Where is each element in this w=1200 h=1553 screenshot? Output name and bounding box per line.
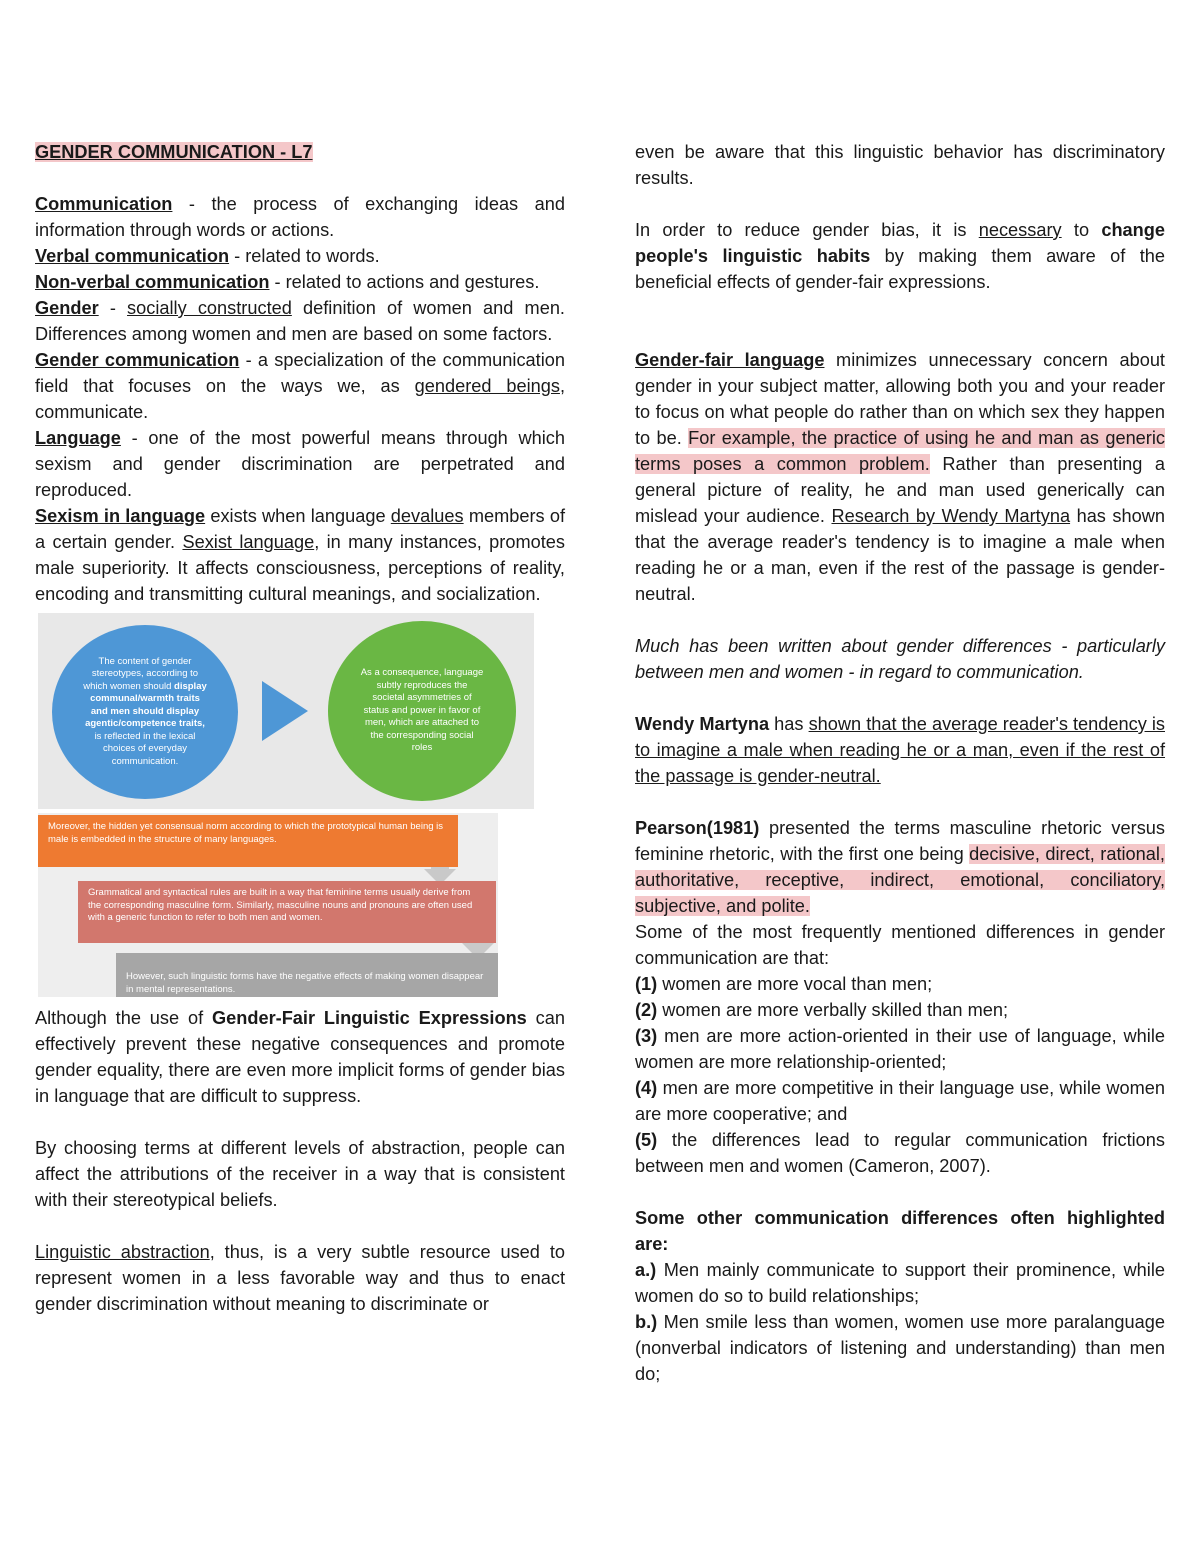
list-number: (2) <box>635 1000 658 1020</box>
list-number: (4) <box>635 1078 658 1098</box>
consequence-circle-text: As a consequence, language subtly reproduces the societal asymmetries of status and power in favor of men, which are attached to the corresponding social roles <box>360 667 484 754</box>
def-gender <box>35 295 565 347</box>
circle-text-bold: display communal/warmth traits and men should display agentic/competence traits, <box>85 680 207 730</box>
def-text: - one of the most powerful means through which sexism and gender discrimination are perpetrated and reproduced. <box>35 428 565 500</box>
para-text: Rather than presenting a general picture of reality, he and man used generically can mislead your audience. <box>635 454 1165 526</box>
para-text: minimizes unnecessary concern about gender in your subject matter, allowing both you and your reader to focus on what people do rather than on which sex they happen to be. <box>635 350 1165 448</box>
list-item <box>635 1023 1165 1075</box>
def-nonverbal <box>35 269 565 295</box>
para-text: by making them aware of the beneficial effects of gender-fair expressions. <box>635 246 1165 292</box>
def-text: , communicate. <box>35 376 565 422</box>
paragraph-gender-fair-language <box>635 347 1165 607</box>
para-text: has shown that the average reader's tendency is to imagine a male when reading he or a man, even if the rest of the passage is gender-neutral. <box>635 506 1165 604</box>
para-text: Although the use of <box>35 1008 212 1028</box>
term-language: Language <box>35 428 121 448</box>
para-text: can effectively prevent these negative consequences and promote gender equality, there are even more implicit forms of gender bias in language that are difficult to suppress. <box>35 1008 565 1106</box>
term-gender-fair-language: Gender-fair language <box>635 350 825 370</box>
circle-text-a: The content of gender stereotypes, according to which women should <box>83 655 199 692</box>
list-item <box>635 1075 1165 1127</box>
def-text: - the process of exchanging ideas and information through words or actions. <box>35 194 565 240</box>
def-text: definition of women and men. Differences among women and men are based on some factors. <box>35 298 565 344</box>
list-text: men are more action-oriented in their use of language, while women are more relationship-oriented; <box>635 1026 1165 1072</box>
term-gender-communication: Gender communication <box>35 350 240 370</box>
underlined-phrase: Research by Wendy Martyna <box>831 506 1071 526</box>
list-item <box>635 997 1165 1023</box>
process-step-1: Moreover, the hidden yet consensual norm according to which the prototypical human being is male is embedded in the structure of many languages. <box>38 815 458 867</box>
def-text: - a specialization of the communication field that focuses on the ways we, as <box>35 350 565 396</box>
list-item <box>635 1309 1165 1387</box>
process-diagram <box>38 813 498 997</box>
process-step-3: However, such linguistic forms have the negative effects of making women disappear in mental representations. <box>116 953 498 997</box>
list-item <box>635 1127 1165 1179</box>
consequence-circle <box>328 621 516 801</box>
list-number: (5) <box>635 1130 658 1150</box>
list-number: a.) <box>635 1260 657 1280</box>
def-sexism <box>35 503 565 607</box>
def-text: , in many instances, promotes male superiority. It affects consciousness, perceptions of reality, encoding and transmitting cultural meanings, and socialization. <box>35 532 565 604</box>
para-text: , thus, is a very subtle resource used to represent women in a less favorable way and thus to enact gender discrimination without meaning to discriminate or <box>35 1242 565 1314</box>
underlined-phrase: Sexist language <box>182 532 315 552</box>
stereotype-circle <box>52 625 238 799</box>
term-verbal: Verbal communication <box>35 246 230 266</box>
def-verbal <box>35 243 565 269</box>
list-item <box>635 971 1165 997</box>
underlined-phrase: socially constructed <box>127 298 292 318</box>
para-text: to <box>1061 220 1102 240</box>
para-text: presented the terms masculine rhetoric versus feminine rhetoric, with the first one being <box>635 818 1165 864</box>
def-language <box>35 425 565 503</box>
term-communication: Communication <box>35 194 173 214</box>
list-text: Men mainly communicate to support their prominence, while women do so to build relationships; <box>635 1260 1165 1306</box>
underlined-phrase: necessary <box>978 220 1062 240</box>
paragraph-pearson <box>635 815 1165 919</box>
def-gender-communication <box>35 347 565 425</box>
paragraph-abstraction: By choosing terms at different levels of abstraction, people can affect the attributions of the receiver in a way that is consistent with their stereotypical beliefs. <box>35 1138 565 1210</box>
section-heading-other-differences: Some other communication differences often highlighted are: <box>635 1208 1165 1254</box>
paragraph-continued: even be aware that this linguistic behavior has discriminatory results. <box>635 142 1165 188</box>
page-title-line <box>35 139 565 165</box>
bold-phrase: Wendy Martyna <box>635 714 770 734</box>
underlined-phrase: shown that the average reader's tendency is to imagine a male when reading he or a man, even if the rest of the passage is gender-neutral. <box>635 714 1165 786</box>
highlighted-phrase: decisive, direct, rational, authoritative, receptive, indirect, emotional, conciliatory, subjective, and polite. <box>635 844 1165 916</box>
def-text: - related to words. <box>229 246 380 266</box>
def-text: - related to actions and gestures. <box>269 272 540 292</box>
process-step-2: Grammatical and syntactical rules are built in a way that feminine terms usually derive from the corresponding masculine form. Similarly, masculine nouns and pronouns are often used with a generic function to refer to both men and women. <box>78 881 496 943</box>
paragraph-reduce-bias <box>635 217 1165 295</box>
list-item <box>635 1257 1165 1309</box>
left-column <box>35 139 565 1317</box>
stereotype-circle-text <box>82 656 208 769</box>
arrow-right-icon <box>262 681 308 741</box>
def-text: exists when language <box>205 506 391 526</box>
paragraph-gender-fair <box>35 1005 565 1109</box>
def-sep: - <box>98 298 128 318</box>
bold-phrase: change people's linguistic habits <box>635 220 1166 266</box>
list-number: (1) <box>635 974 658 994</box>
circle-text-c: is reflected in the lexical choices of everyday communication. <box>94 730 196 767</box>
paragraph-differences-intro: Some of the most frequently mentioned differences in gender communication are that: <box>635 922 1165 968</box>
term-nonverbal: Non-verbal communication <box>35 272 270 292</box>
list-text: Men smile less than women, women use more paralanguage (nonverbal indicators of listening and understanding) than men do; <box>635 1312 1165 1384</box>
highlighted-phrase: For example, the practice of using he and man as generic terms poses a common problem. <box>635 428 1165 474</box>
underlined-phrase: Linguistic abstraction <box>35 1242 210 1262</box>
term-gender: Gender <box>35 298 99 318</box>
list-text: women are more vocal than men; <box>657 974 933 994</box>
right-column <box>635 139 1165 1387</box>
underlined-phrase: gendered beings <box>414 376 560 396</box>
list-text: men are more competitive in their language use, while women are more cooperative; and <box>635 1078 1165 1124</box>
para-text: has <box>769 714 809 734</box>
def-text: members of a certain gender. <box>35 506 565 552</box>
bold-phrase: Pearson(1981) <box>635 818 760 838</box>
list-text: the differences lead to regular communication frictions between men and women (Cameron, 2007). <box>635 1130 1165 1176</box>
underlined-phrase: devalues <box>390 506 464 526</box>
list-number: b.) <box>635 1312 658 1332</box>
para-text: In order to reduce gender bias, it is <box>635 220 979 240</box>
stereotype-diagram <box>38 613 534 809</box>
paragraph-italic-note: Much has been written about gender differences - particularly between men and women - in regard to communication. <box>635 636 1165 682</box>
page-title: GENDER COMMUNICATION - L7 <box>35 142 313 162</box>
paragraph-linguistic-abstraction <box>35 1239 565 1317</box>
term-sexism: Sexism in language <box>35 506 206 526</box>
list-number: (3) <box>635 1026 658 1046</box>
list-text: women are more verbally skilled than men; <box>657 1000 1009 1020</box>
bold-phrase: Gender-Fair Linguistic Expressions <box>211 1008 527 1028</box>
paragraph-martyna <box>635 711 1165 789</box>
def-communication <box>35 191 565 243</box>
